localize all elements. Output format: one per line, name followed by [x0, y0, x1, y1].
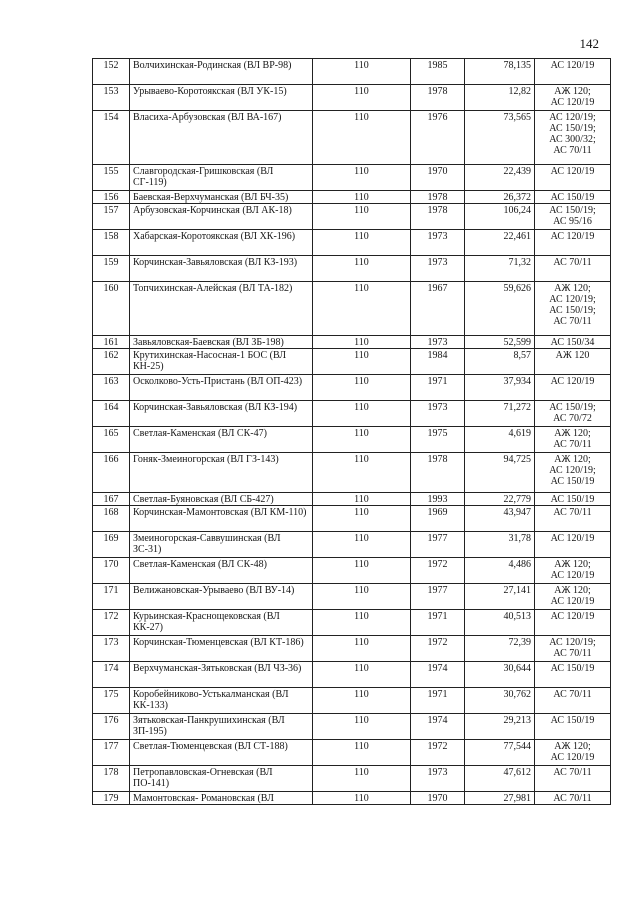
wire-type-line: АС 150/34 [550, 337, 595, 348]
wire-type-line: АС 70/11 [553, 257, 592, 268]
wire-type-line: АС 150/19 [550, 494, 595, 505]
wire-type-line: АС 70/11 [553, 648, 592, 659]
line-length: 40,513 [465, 610, 535, 636]
wire-type-line: АС 120/19 [550, 166, 595, 177]
line-name: Мамонтовская- Романовская (ВЛ [130, 792, 313, 805]
row-number: 172 [93, 610, 130, 636]
table-row [93, 584, 611, 610]
wire-type-line: АС 150/19; [549, 205, 596, 216]
line-name: Зятьковская-Панкрушихинская (ВЛ ЗП-195) [130, 714, 313, 740]
commission-year: 1973 [411, 336, 465, 349]
line-length: 26,372 [465, 191, 535, 204]
table-row [93, 59, 611, 85]
table-row [93, 85, 611, 111]
table-row [93, 532, 611, 558]
line-length: 71,272 [465, 401, 535, 427]
wire-type-line: АЖ 120; [554, 454, 591, 465]
row-number: 152 [93, 59, 130, 85]
table-row [93, 191, 611, 204]
line-length: 73,565 [465, 111, 535, 165]
commission-year: 1974 [411, 662, 465, 688]
wire-type-line: АС 150/19 [550, 663, 595, 674]
voltage-kv: 110 [313, 230, 411, 256]
commission-year: 1971 [411, 375, 465, 401]
wire-type-line: АС 95/16 [553, 216, 592, 227]
voltage-kv: 110 [313, 740, 411, 766]
wire-type-line: АС 120/19 [550, 611, 595, 622]
wire-type-line: АС 70/72 [553, 413, 592, 424]
wire-type [535, 204, 611, 230]
table-row [93, 558, 611, 584]
line-length: 52,599 [465, 336, 535, 349]
wire-type [535, 349, 611, 375]
wire-type-line: АЖ 120 [555, 350, 590, 361]
wire-type-line: АС 70/11 [553, 507, 592, 518]
wire-type-line: АС 120/19 [550, 533, 595, 544]
wire-type [535, 688, 611, 714]
table-body [93, 59, 611, 805]
wire-type-line: АЖ 120; [554, 559, 591, 570]
row-number: 170 [93, 558, 130, 584]
table-row [93, 453, 611, 493]
wire-type-line: АС 300/32; [549, 134, 596, 145]
line-name: Хабарская-Коротоякская (ВЛ ХК-196) [130, 230, 313, 256]
row-number: 168 [93, 506, 130, 532]
line-length: 29,213 [465, 714, 535, 740]
line-length: 71,32 [465, 256, 535, 282]
line-name: Славгородская-Гришковская (ВЛ СГ-119) [130, 165, 313, 191]
row-number: 157 [93, 204, 130, 230]
commission-year: 1972 [411, 636, 465, 662]
wire-type-line: АС 70/11 [553, 689, 592, 700]
line-name: Курьинская-Краснощековская (ВЛ КК-27) [130, 610, 313, 636]
wire-type [535, 401, 611, 427]
wire-type-line: АЖ 120; [554, 428, 591, 439]
commission-year: 1973 [411, 256, 465, 282]
line-name: Власиха-Арбузовская (ВЛ ВА-167) [130, 111, 313, 165]
line-name: Петропавловская-Огневская (ВЛ ПО-141) [130, 766, 313, 792]
voltage-kv: 110 [313, 493, 411, 506]
row-number: 171 [93, 584, 130, 610]
commission-year: 1978 [411, 191, 465, 204]
voltage-kv: 110 [313, 349, 411, 375]
wire-type [535, 610, 611, 636]
line-name: Волчихинская-Родинская (ВЛ ВР-98) [130, 59, 313, 85]
commission-year: 1967 [411, 282, 465, 336]
wire-type [535, 740, 611, 766]
wire-type [535, 336, 611, 349]
commission-year: 1973 [411, 401, 465, 427]
wire-type-line: АЖ 120; [554, 585, 591, 596]
wire-type-line: АС 120/19; [549, 112, 596, 123]
row-number: 162 [93, 349, 130, 375]
line-name: Змеиногорская-Саввушинская (ВЛ ЗС-31) [130, 532, 313, 558]
wire-type-line: АС 150/19 [550, 192, 595, 203]
line-length: 4,619 [465, 427, 535, 453]
voltage-kv: 110 [313, 506, 411, 532]
row-number: 161 [93, 336, 130, 349]
voltage-kv: 110 [313, 336, 411, 349]
wire-type-line: АС 120/19 [550, 570, 595, 581]
voltage-kv: 110 [313, 165, 411, 191]
line-length: 27,141 [465, 584, 535, 610]
wire-type [535, 453, 611, 493]
wire-type [535, 256, 611, 282]
line-name: Топчихинская-Алейская (ВЛ ТА-182) [130, 282, 313, 336]
line-name: Баевская-Верхчуманская (ВЛ БЧ-35) [130, 191, 313, 204]
wire-type [535, 230, 611, 256]
commission-year: 1970 [411, 165, 465, 191]
wire-type-line: АС 120/19; [549, 294, 596, 305]
line-length: 94,725 [465, 453, 535, 493]
row-number: 175 [93, 688, 130, 714]
line-length: 22,779 [465, 493, 535, 506]
voltage-kv: 110 [313, 453, 411, 493]
voltage-kv: 110 [313, 111, 411, 165]
wire-type-line: АС 120/19 [550, 231, 595, 242]
commission-year: 1976 [411, 111, 465, 165]
voltage-kv: 110 [313, 59, 411, 85]
table-row [93, 204, 611, 230]
wire-type [535, 506, 611, 532]
row-number: 167 [93, 493, 130, 506]
voltage-kv: 110 [313, 792, 411, 805]
wire-type-line: АС 150/19 [550, 715, 595, 726]
line-length: 12,82 [465, 85, 535, 111]
voltage-kv: 110 [313, 636, 411, 662]
line-name: Корчинская-Завьяловская (ВЛ КЗ-193) [130, 256, 313, 282]
table-row [93, 493, 611, 506]
row-number: 173 [93, 636, 130, 662]
wire-type [535, 532, 611, 558]
wire-type-line: АС 70/11 [553, 767, 592, 778]
commission-year: 1978 [411, 204, 465, 230]
row-number: 159 [93, 256, 130, 282]
wire-type-line: АЖ 120; [554, 741, 591, 752]
voltage-kv: 110 [313, 427, 411, 453]
line-name: Крутихинская-Насосная-1 БОС (ВЛ КН-25) [130, 349, 313, 375]
line-length: 77,544 [465, 740, 535, 766]
line-name: Коробейниково-Устькалманская (ВЛ КК-133) [130, 688, 313, 714]
table-row [93, 610, 611, 636]
wire-type-line: АС 70/11 [553, 145, 592, 156]
line-length: 78,135 [465, 59, 535, 85]
commission-year: 1971 [411, 688, 465, 714]
commission-year: 1985 [411, 59, 465, 85]
wire-type-line: АЖ 120; [554, 86, 591, 97]
table-row [93, 336, 611, 349]
line-name: Урываево-Коротоякская (ВЛ УК-15) [130, 85, 313, 111]
line-length: 47,612 [465, 766, 535, 792]
row-number: 169 [93, 532, 130, 558]
line-name: Завьяловская-Баевская (ВЛ ЗБ-198) [130, 336, 313, 349]
row-number: 155 [93, 165, 130, 191]
voltage-kv: 110 [313, 688, 411, 714]
line-name: Корчинская-Мамонтовская (ВЛ КМ-110) [130, 506, 313, 532]
line-length: 27,981 [465, 792, 535, 805]
table-row [93, 740, 611, 766]
table-row [93, 506, 611, 532]
commission-year: 1973 [411, 230, 465, 256]
row-number: 165 [93, 427, 130, 453]
voltage-kv: 110 [313, 401, 411, 427]
commission-year: 1984 [411, 349, 465, 375]
voltage-kv: 110 [313, 714, 411, 740]
line-name: Корчинская-Завьяловская (ВЛ КЗ-194) [130, 401, 313, 427]
row-number: 177 [93, 740, 130, 766]
line-length: 30,644 [465, 662, 535, 688]
row-number: 164 [93, 401, 130, 427]
wire-type-line: АС 120/19 [550, 752, 595, 763]
line-name: Верхчуманская-Зятьковская (ВЛ ЧЗ-36) [130, 662, 313, 688]
table-row [93, 230, 611, 256]
power-lines-table [92, 58, 611, 805]
wire-type [535, 85, 611, 111]
wire-type-line: АС 150/19; [549, 402, 596, 413]
wire-type-line: АС 120/19 [550, 97, 595, 108]
wire-type [535, 766, 611, 792]
row-number: 160 [93, 282, 130, 336]
line-length: 106,24 [465, 204, 535, 230]
line-length: 22,461 [465, 230, 535, 256]
line-name: Светлая-Каменская (ВЛ СК-47) [130, 427, 313, 453]
commission-year: 1972 [411, 558, 465, 584]
wire-type [535, 282, 611, 336]
row-number: 154 [93, 111, 130, 165]
table-row [93, 792, 611, 805]
line-length: 72,39 [465, 636, 535, 662]
wire-type-line: АС 70/11 [553, 793, 592, 804]
commission-year: 1974 [411, 714, 465, 740]
voltage-kv: 110 [313, 256, 411, 282]
row-number: 166 [93, 453, 130, 493]
voltage-kv: 110 [313, 766, 411, 792]
wire-type-line: АС 70/11 [553, 439, 592, 450]
wire-type-line: АЖ 120; [554, 283, 591, 294]
row-number: 178 [93, 766, 130, 792]
voltage-kv: 110 [313, 375, 411, 401]
table-row [93, 688, 611, 714]
commission-year: 1970 [411, 792, 465, 805]
commission-year: 1971 [411, 610, 465, 636]
line-length: 8,57 [465, 349, 535, 375]
wire-type [535, 584, 611, 610]
voltage-kv: 110 [313, 558, 411, 584]
wire-type [535, 493, 611, 506]
voltage-kv: 110 [313, 610, 411, 636]
wire-type-line: АС 120/19 [550, 60, 595, 71]
line-length: 22,439 [465, 165, 535, 191]
wire-type [535, 111, 611, 165]
wire-type-line: АС 70/11 [553, 316, 592, 327]
line-length: 59,626 [465, 282, 535, 336]
wire-type [535, 636, 611, 662]
line-name: Светлая-Буяновская (ВЛ СБ-427) [130, 493, 313, 506]
voltage-kv: 110 [313, 584, 411, 610]
voltage-kv: 110 [313, 662, 411, 688]
line-length: 43,947 [465, 506, 535, 532]
table-row [93, 111, 611, 165]
commission-year: 1972 [411, 740, 465, 766]
table-row [93, 256, 611, 282]
table-row [93, 282, 611, 336]
wire-type [535, 375, 611, 401]
voltage-kv: 110 [313, 204, 411, 230]
wire-type-line: АС 150/19; [549, 305, 596, 316]
commission-year: 1977 [411, 584, 465, 610]
row-number: 176 [93, 714, 130, 740]
table-row [93, 766, 611, 792]
wire-type-line: АС 120/19 [550, 596, 595, 607]
commission-year: 1977 [411, 532, 465, 558]
row-number: 174 [93, 662, 130, 688]
wire-type [535, 558, 611, 584]
row-number: 163 [93, 375, 130, 401]
table-row [93, 375, 611, 401]
table-row [93, 662, 611, 688]
table-row [93, 636, 611, 662]
wire-type-line: АС 150/19; [549, 123, 596, 134]
commission-year: 1978 [411, 453, 465, 493]
line-name: Осколково-Усть-Пристань (ВЛ ОП-423) [130, 375, 313, 401]
commission-year: 1969 [411, 506, 465, 532]
page-number: 142 [579, 36, 599, 51]
line-length: 31,78 [465, 532, 535, 558]
commission-year: 1975 [411, 427, 465, 453]
wire-type-line: АС 150/19 [550, 476, 595, 487]
row-number: 179 [93, 792, 130, 805]
table-row [93, 401, 611, 427]
wire-type [535, 427, 611, 453]
line-length: 37,934 [465, 375, 535, 401]
line-name: Арбузовская-Корчинская (ВЛ АК-18) [130, 204, 313, 230]
commission-year: 1993 [411, 493, 465, 506]
voltage-kv: 110 [313, 191, 411, 204]
commission-year: 1973 [411, 766, 465, 792]
voltage-kv: 110 [313, 85, 411, 111]
line-name: Гоняк-Змеиногорская (ВЛ ГЗ-143) [130, 453, 313, 493]
table-row [93, 714, 611, 740]
wire-type-line: АС 120/19 [550, 376, 595, 387]
row-number: 156 [93, 191, 130, 204]
line-name: Велижановская-Урываево (ВЛ ВУ-14) [130, 584, 313, 610]
wire-type [535, 59, 611, 85]
line-name: Светлая-Каменская (ВЛ СК-48) [130, 558, 313, 584]
commission-year: 1978 [411, 85, 465, 111]
table-row [93, 349, 611, 375]
line-name: Светлая-Тюменцевская (ВЛ СТ-188) [130, 740, 313, 766]
voltage-kv: 110 [313, 532, 411, 558]
wire-type [535, 714, 611, 740]
line-length: 4,486 [465, 558, 535, 584]
line-name: Корчинская-Тюменцевская (ВЛ КТ-186) [130, 636, 313, 662]
wire-type-line: АС 120/19; [549, 465, 596, 476]
wire-type [535, 165, 611, 191]
line-length: 30,762 [465, 688, 535, 714]
voltage-kv: 110 [313, 282, 411, 336]
wire-type [535, 792, 611, 805]
row-number: 153 [93, 85, 130, 111]
row-number: 158 [93, 230, 130, 256]
wire-type [535, 662, 611, 688]
wire-type [535, 191, 611, 204]
wire-type-line: АС 120/19; [549, 637, 596, 648]
table-row [93, 165, 611, 191]
table-row [93, 427, 611, 453]
